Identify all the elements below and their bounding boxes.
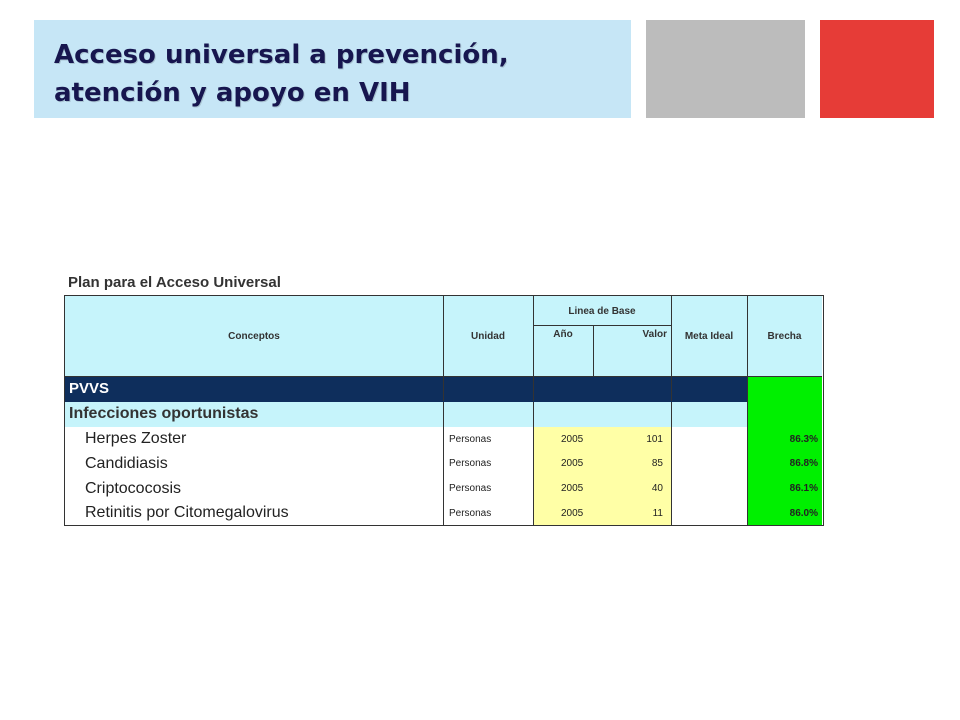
row-3-brecha: 86.1%: [789, 483, 818, 494]
grid-line: [593, 326, 594, 376]
row-2-concepto: Candidiasis: [85, 454, 168, 472]
grid-line: [671, 296, 672, 525]
slide-title-line-2: atención y apoyo en VIH: [54, 78, 411, 108]
row-4-brecha: 86.0%: [789, 507, 818, 519]
gray-decor-block: [646, 20, 805, 118]
row-4-unidad: Personas: [449, 507, 492, 519]
header-unidad: Unidad: [471, 330, 505, 342]
slide-title: [54, 36, 614, 112]
grid-line: [443, 296, 444, 525]
row-1-valor: 101: [646, 433, 663, 445]
grid-line: [747, 296, 748, 525]
row-2-anio: 2005: [561, 458, 584, 469]
access-plan-table: [64, 295, 824, 526]
row-1-concepto: Herpes Zoster: [85, 430, 187, 447]
row-1-unidad: Personas: [449, 433, 492, 445]
row-3-valor: 40: [651, 483, 663, 494]
section-pvvs: PVVS: [69, 380, 110, 397]
row-2-valor: 85: [651, 458, 663, 469]
header-valor: Valor: [642, 328, 667, 340]
grid-line: [533, 296, 534, 525]
row-4-valor: 11: [652, 507, 663, 519]
row-1-anio: 2005: [561, 433, 584, 445]
row-2-unidad: Personas: [449, 458, 492, 469]
row-1-brecha: 86.3%: [789, 433, 818, 445]
subsection-infecciones: Infecciones oportunistas: [69, 405, 259, 422]
title-banner: [34, 20, 631, 118]
red-decor-block: [820, 20, 934, 118]
header-meta-ideal: Meta Ideal: [684, 330, 734, 342]
row-4-anio: 2005: [561, 507, 584, 519]
row-3-anio: 2005: [561, 483, 584, 494]
row-3-concepto: Criptococosis: [85, 479, 182, 497]
row-3-unidad: Personas: [449, 483, 492, 494]
table-caption: Plan para el Acceso Universal: [68, 274, 281, 291]
grid-line: [65, 376, 822, 377]
grid-line: [533, 325, 671, 326]
header-brecha: Brecha: [767, 330, 802, 342]
header-anio: Año: [553, 328, 573, 340]
slide-title-line-1: Acceso universal a prevención,: [54, 40, 509, 70]
row-2-brecha: 86.8%: [789, 458, 818, 469]
grid-line: [65, 401, 747, 402]
header-conceptos: Conceptos: [228, 330, 280, 342]
header-linea-base: Linea de Base: [568, 305, 636, 317]
row-4-concepto: Retinitis por Citomegalovirus: [85, 504, 289, 521]
